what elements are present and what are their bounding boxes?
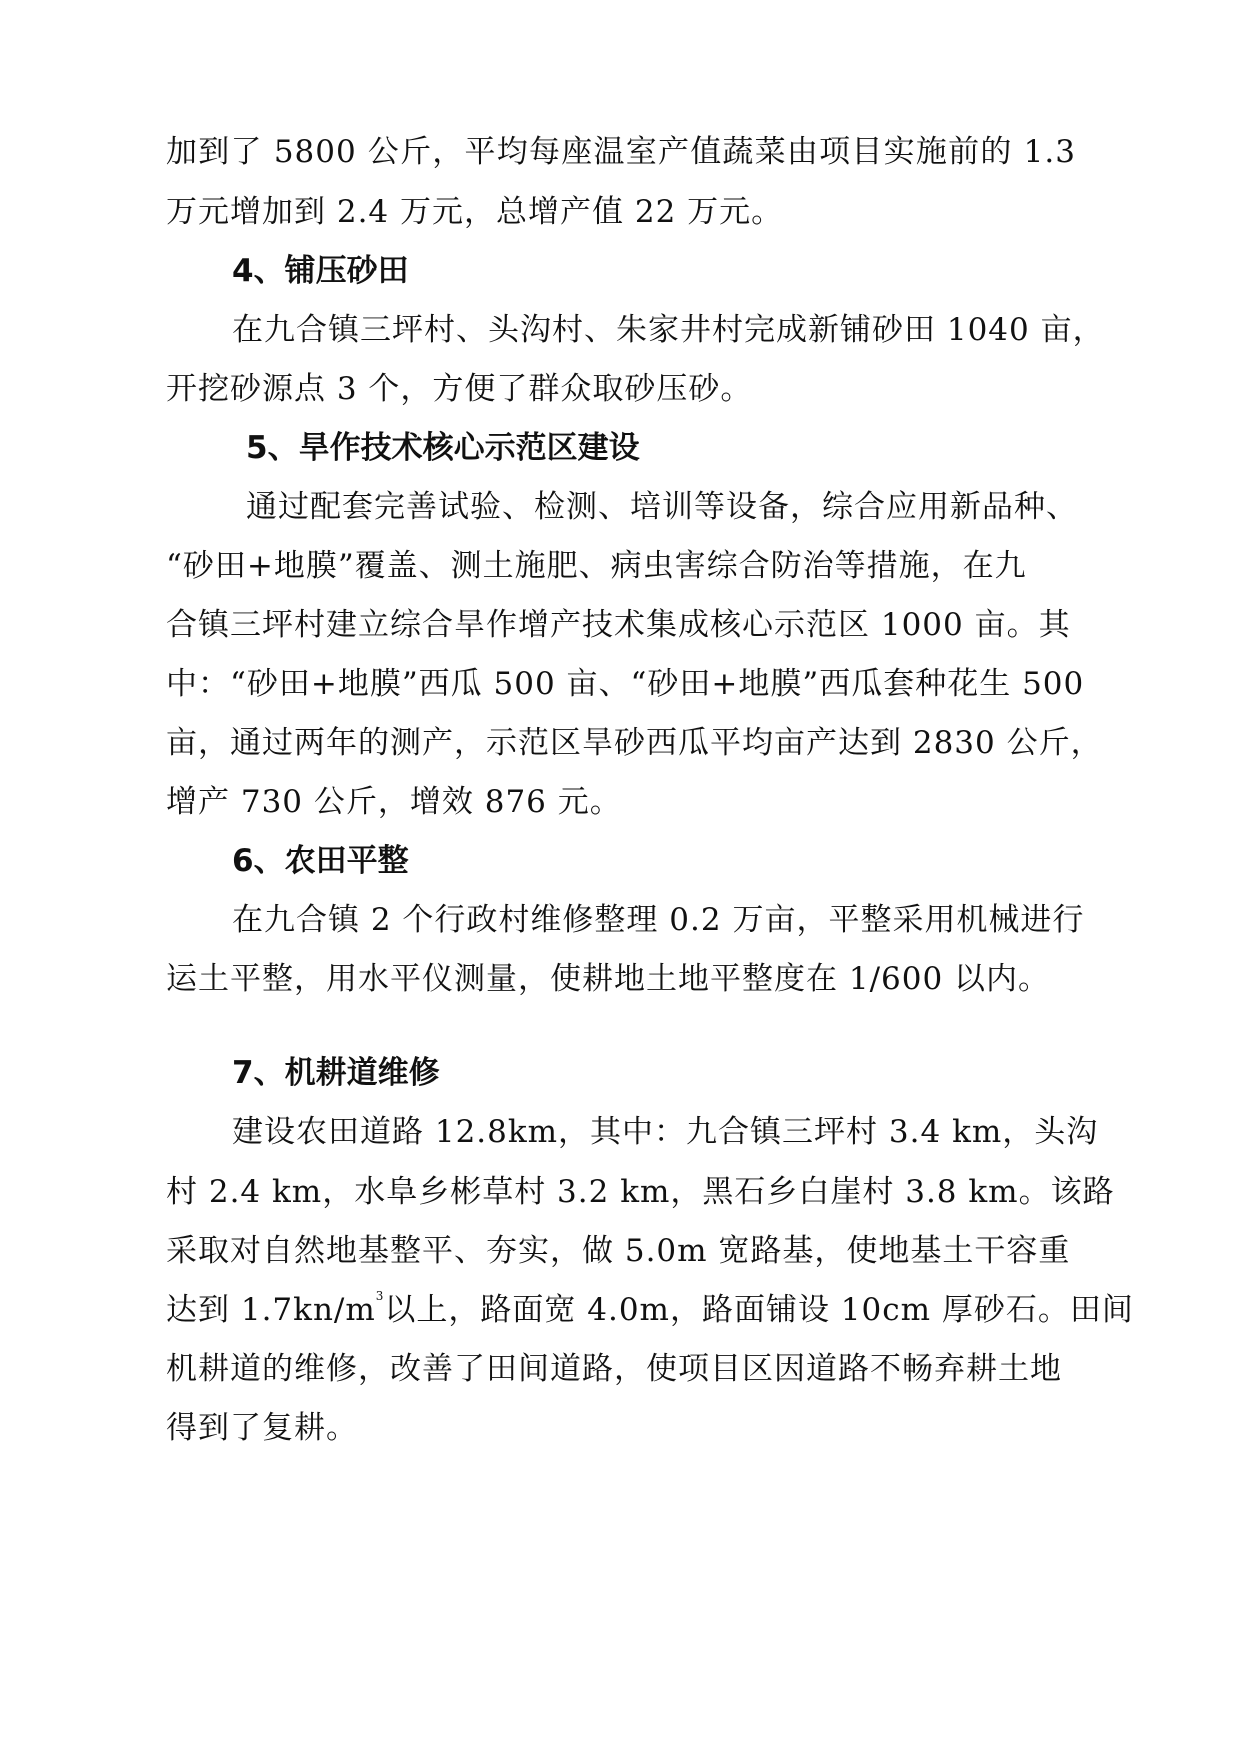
superscript: 3 bbox=[375, 1289, 385, 1303]
paragraph-line: 合镇三坪村建立综合旱作增产技术集成核心示范区 1000 亩。其 bbox=[166, 607, 1071, 643]
section-heading: 4、铺压砂田 bbox=[232, 253, 409, 289]
paragraph-line bbox=[166, 1290, 1134, 1330]
paragraph-line: 亩，通过两年的测产，示范区旱砂西瓜平均亩产达到 2830 公斤， bbox=[166, 725, 1103, 761]
paragraph-line: 机耕道的维修，改善了田间道路，使项目区因道路不畅弃耕土地 bbox=[166, 1351, 1062, 1387]
line-part: 以上，路面宽 4.0m，路面铺设 10cm 厚砂石。田间 bbox=[384, 1292, 1134, 1328]
paragraph-line: 在九合镇三坪村、头沟村、朱家井村完成新铺砂田 1040 亩， bbox=[232, 312, 1105, 348]
paragraph-line: 开挖砂源点 3 个，方便了群众取砂压砂。 bbox=[166, 371, 753, 407]
paragraph-line: “砂田+地膜”覆盖、测土施肥、病虫害综合防治等措施，在九 bbox=[166, 548, 1027, 584]
paragraph-line: 得到了复耕。 bbox=[166, 1410, 358, 1446]
paragraph-line: 中：“砂田+地膜”西瓜 500 亩、“砂田+地膜”西瓜套种花生 500 bbox=[166, 666, 1085, 702]
paragraph-line: 加到了 5800 公斤，平均每座温室产值蔬菜由项目实施前的 1.3 bbox=[166, 134, 1076, 170]
paragraph-line: 增产 730 公斤，增效 876 元。 bbox=[166, 784, 622, 820]
paragraph-line: 建设农田道路 12.8km，其中：九合镇三坪村 3.4 km，头沟 bbox=[232, 1114, 1099, 1150]
paragraph-line: 运土平整，用水平仪测量，使耕地土地平整度在 1/600 以内。 bbox=[166, 961, 1051, 997]
paragraph-line: 通过配套完善试验、检测、培训等设备，综合应用新品种、 bbox=[246, 489, 1078, 525]
paragraph-line: 采取对自然地基整平、夯实，做 5.0m 宽路基，使地基土干容重 bbox=[166, 1233, 1071, 1269]
section-heading: 7、机耕道维修 bbox=[232, 1055, 440, 1091]
line-part: 达到 1.7kn/m bbox=[166, 1292, 376, 1328]
paragraph-line: 在九合镇 2 个行政村维修整理 0.2 万亩，平整采用机械进行 bbox=[232, 902, 1085, 938]
section-heading: 5、旱作技术核心示范区建设 bbox=[246, 430, 640, 466]
paragraph-line: 万元增加到 2.4 万元，总增产值 22 万元。 bbox=[166, 194, 784, 230]
paragraph-line: 村 2.4 km，水阜乡彬草村 3.2 km，黑石乡白崖村 3.8 km。该路 bbox=[166, 1174, 1115, 1210]
section-heading: 6、农田平整 bbox=[232, 843, 409, 879]
